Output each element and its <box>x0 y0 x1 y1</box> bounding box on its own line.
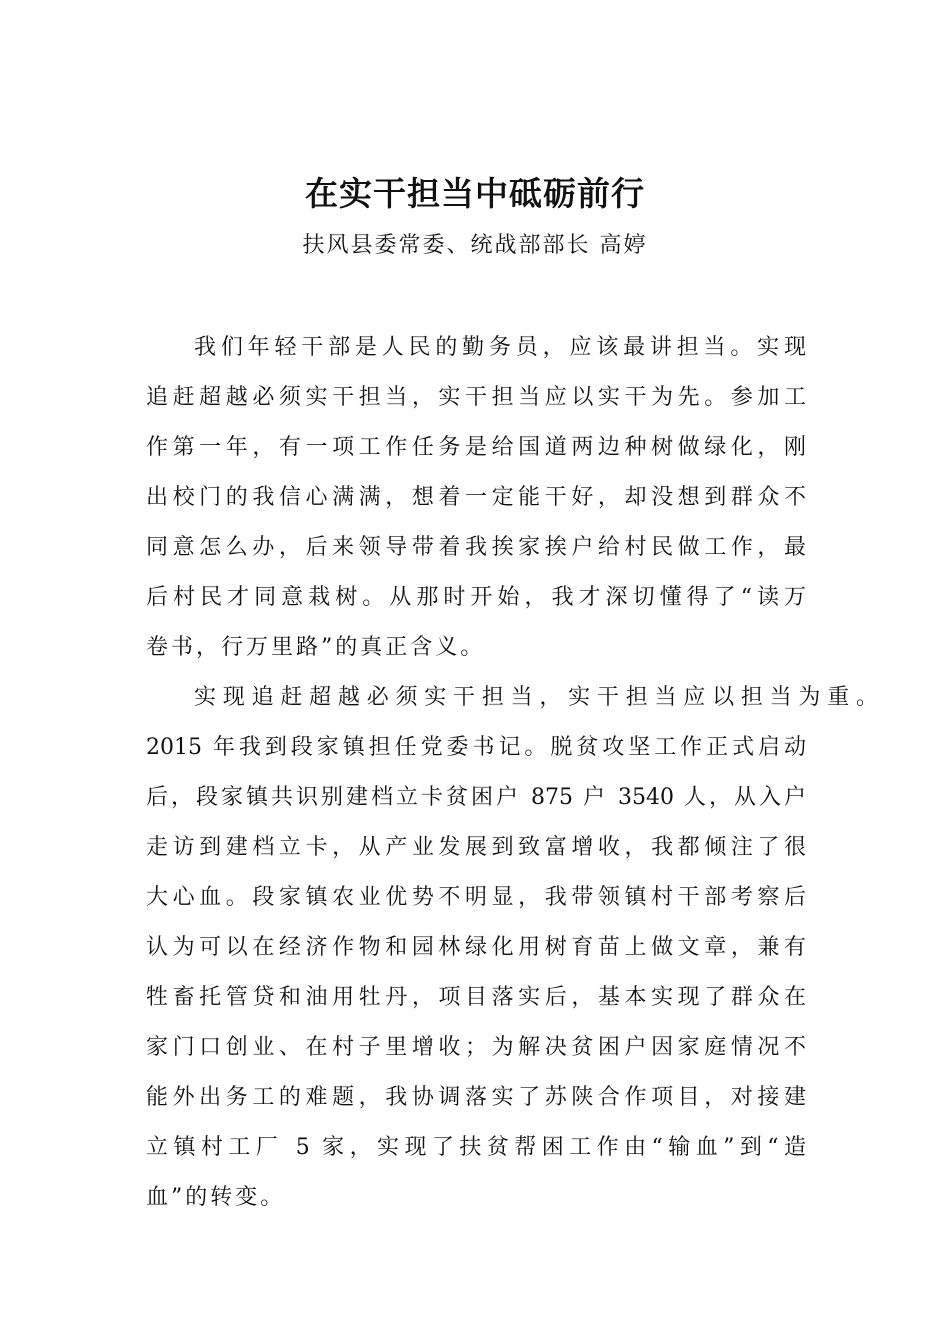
text-line: 牲畜托管贷和油用牡丹，项目落实后，基本实现了群众在 <box>146 985 806 1010</box>
text-line: 立镇村工厂 5 家，实现了扶贫帮困工作由“输血”到“造 <box>146 1135 806 1160</box>
text-line: 大心血。段家镇农业优势不明显，我带领镇村干部考察后 <box>146 885 806 910</box>
text-line: 我们年轻干部是人民的勤务员，应该最讲担当。实现 <box>194 335 806 360</box>
text-line: 血”的转变。 <box>146 1185 286 1210</box>
document-body <box>146 323 878 1223</box>
text-line: 同意怎么办，后来领导带着我挨家挨户给村民做工作，最 <box>146 535 806 560</box>
text-line: 走访到建档立卡，从产业发展到致富增收，我都倾注了很 <box>146 835 806 860</box>
text-line: 能外出务工的难题，我协调落实了苏陕合作项目，对接建 <box>146 1085 806 1110</box>
text-line: 作第一年，有一项工作任务是给国道两边种树做绿化，刚 <box>146 435 806 460</box>
paragraph <box>146 673 878 1223</box>
text-line: 实现追赶超越必须实干担当，实干担当应以担当为重。 <box>194 685 878 710</box>
author-byline: 扶风县委常委、统战部部长 高婷 <box>302 233 648 258</box>
text-line: 2015 年我到段家镇担任党委书记。脱贫攻坚工作正式启动 <box>146 735 806 760</box>
text-line: 家门口创业、在村子里增收；为解决贫困户因家庭情况不 <box>146 1035 806 1060</box>
text-line: 出校门的我信心满满，想着一定能干好，却没想到群众不 <box>146 485 806 510</box>
text-line: 认为可以在经济作物和园林绿化用树育苗上做文章，兼有 <box>146 935 806 960</box>
document-title: 在实干担当中砥砺前行 <box>305 174 645 213</box>
text-line: 后村民才同意栽树。从那时开始，我才深切懂得了“读万 <box>146 585 806 610</box>
paragraph <box>146 323 806 673</box>
text-line: 后，段家镇共识别建档立卡贫困户 875 户 3540 人，从入户 <box>146 785 806 810</box>
text-line: 卷书，行万里路”的真正含义。 <box>146 635 486 660</box>
text-line: 追赶超越必须实干担当，实干担当应以实干为先。参加工 <box>146 385 806 410</box>
